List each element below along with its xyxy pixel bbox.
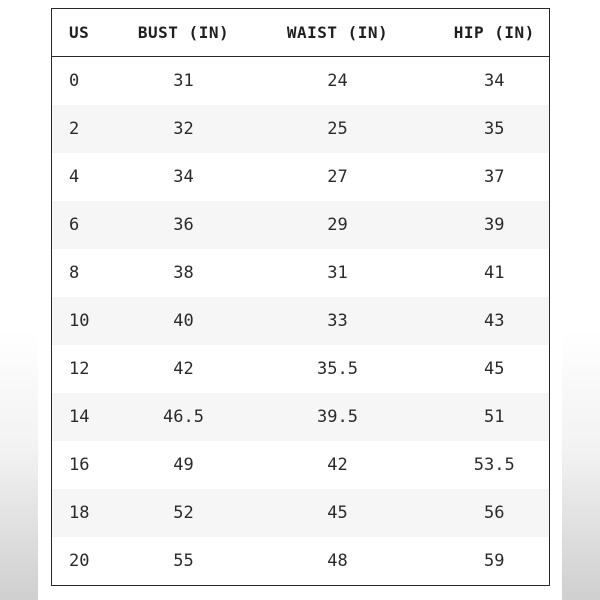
cell-bust: 52 (132, 489, 236, 537)
cell-waist: 39.5 (236, 393, 440, 441)
cell-hip: 37 (484, 167, 505, 187)
cell-bust: 32 (132, 105, 236, 153)
cell-waist: 31 (327, 263, 348, 283)
cell-waist: 45 (236, 489, 440, 537)
cell-us-size: 16 (69, 455, 90, 475)
cell-us-size: 10 (52, 297, 132, 345)
cell-bust: 31 (173, 71, 194, 91)
table-row (52, 441, 550, 489)
cell-us-size: 0 (69, 71, 80, 91)
size-chart-table (51, 8, 550, 586)
cell-bust: 40 (132, 297, 236, 345)
cell-us-size: 14 (52, 393, 132, 441)
cell-waist: 25 (236, 105, 440, 153)
cell-us-size: 20 (69, 551, 90, 571)
cell-waist: 27 (327, 167, 348, 187)
table-row (52, 537, 550, 586)
cell-hip: 41 (484, 263, 505, 283)
header-bust: BUST (IN) (132, 9, 236, 57)
cell-us-size: 8 (69, 263, 80, 283)
cell-us-size: 6 (52, 201, 132, 249)
cell-waist: 24 (327, 71, 348, 91)
cell-bust: 42 (173, 359, 194, 379)
table-row (52, 297, 550, 345)
table-row (52, 489, 550, 537)
cell-waist: 42 (327, 455, 348, 475)
table-row (52, 153, 550, 201)
cell-hip: 56 (440, 489, 550, 537)
table-row (52, 201, 550, 249)
cell-bust: 38 (173, 263, 194, 283)
cell-hip: 43 (440, 297, 550, 345)
header-hip: HIP (IN) (440, 9, 550, 57)
cell-us-size: 2 (52, 105, 132, 153)
cell-waist: 35.5 (317, 359, 358, 379)
table-body (52, 57, 550, 586)
table-row (52, 249, 550, 297)
cell-us-size: 18 (52, 489, 132, 537)
cell-us-size: 4 (69, 167, 80, 187)
cell-hip: 51 (440, 393, 550, 441)
table-row (52, 393, 550, 441)
cell-waist: 29 (236, 201, 440, 249)
cell-bust: 36 (132, 201, 236, 249)
cell-hip: 45 (484, 359, 505, 379)
cell-hip: 53.5 (473, 455, 515, 475)
header-us: US (52, 9, 132, 57)
table-row (52, 345, 550, 393)
table-row (52, 105, 550, 153)
cell-hip: 39 (440, 201, 550, 249)
table-row (52, 57, 550, 106)
cell-hip: 35 (440, 105, 550, 153)
cell-waist: 33 (236, 297, 440, 345)
cell-bust: 34 (173, 167, 194, 187)
cell-bust: 55 (173, 551, 194, 571)
header-waist: WAIST (IN) (236, 9, 440, 57)
cell-hip: 59 (484, 551, 505, 571)
table-header (52, 9, 550, 57)
cell-bust: 46.5 (132, 393, 236, 441)
cell-us-size: 12 (69, 359, 90, 379)
cell-bust: 49 (173, 455, 194, 475)
cell-waist: 48 (327, 551, 348, 571)
cell-hip: 34 (484, 71, 505, 91)
header-row (52, 9, 550, 57)
